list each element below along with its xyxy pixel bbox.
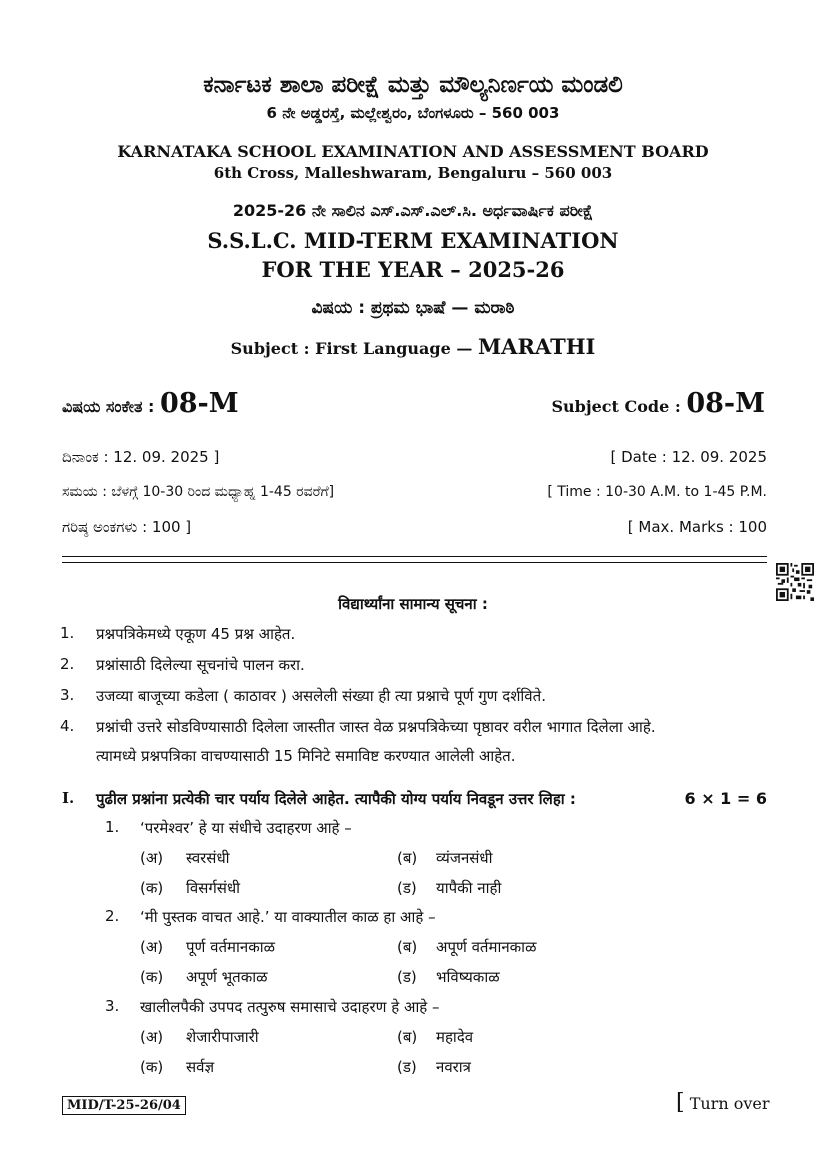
instruction-number: 1.: [60, 624, 75, 642]
option-label: (अ): [140, 849, 164, 867]
option-text: यापैकी नाही: [436, 879, 502, 897]
option-text: विसर्गसंधी: [186, 879, 241, 897]
question-text: ‘मी पुस्तक वाचत आहे.’ या वाक्यातील काळ हा आहे –: [140, 908, 436, 926]
board-title-kannada: ಕರ್ನಾಟಕ ಶಾಲಾ ಪರೀಕ್ಷೆ ಮತ್ತು ಮೌಲ್ಯನಿರ್ಣಯ ಮಂಡಲಿ: [203, 72, 623, 98]
section-heading: पुढील प्रश्नांना प्रत्येकी चार पर्याय दिलेले आहेत. त्यापैकी योग्य पर्याय निवडून उत्तर लिहा :: [96, 790, 576, 808]
subject-english: [0, 334, 826, 359]
question-number: 2.: [105, 907, 120, 925]
instruction-text: प्रश्नपत्रिकेमध्ये एकूण 45 प्रश्न आहेत.: [96, 625, 296, 643]
question-text: ‘परमेश्वर’ हे या संधीचे उदाहरण आहे –: [140, 819, 352, 837]
max-marks-kannada: ಗರಿಷ್ಠ ಅಂಕಗಳು : 100 ]: [62, 518, 192, 536]
option-label: (ब): [397, 1028, 418, 1046]
section-roman-number: I.: [62, 789, 75, 807]
option-text: स्वरसंधी: [186, 849, 230, 867]
option-text: अपूर्ण वर्तमानकाळ: [436, 938, 537, 956]
instruction-text: उजव्या बाजूच्या कडेला ( काठावर ) असलेली संख्या ही त्या प्रश्नाचे पूर्ण गुण दर्शविते.: [96, 687, 546, 705]
option-text: अपूर्ण भूतकाळ: [186, 968, 268, 986]
subject-code-english-value: 08-M: [686, 388, 765, 419]
question-number: 3.: [105, 997, 120, 1015]
section-marks: 6 × 1 = 6: [684, 789, 767, 808]
option-label: (क): [140, 1058, 164, 1076]
subject-code-english-label: Subject Code :: [551, 397, 681, 416]
subject-code-english: [551, 388, 765, 419]
option-label: (अ): [140, 938, 164, 956]
exam-title-kannada: 2025-26 ನೇ ಸಾಲಿನ ಎಸ್.ಎಸ್.ಎಲ್.ಸಿ. ಅರ್ಧವಾರ್ಷಿಕ ಪರೀಕ್ಷೆ: [232, 201, 594, 220]
divider-top: [62, 556, 767, 557]
turn-over-text: Turn over: [689, 1094, 770, 1113]
question-text: खालीलपैकी उपपद तत्पुरुष समासाचे उदाहरण हे आहे –: [140, 998, 440, 1016]
subject-code-kannada: [62, 388, 239, 419]
option-text: नवरात्र: [436, 1058, 471, 1076]
instruction-number: 2.: [60, 655, 75, 673]
time-english: [ Time : 10-30 A.M. to 1-45 P.M.: [547, 484, 767, 500]
option-text: शेजारीपाजारी: [186, 1028, 259, 1046]
instruction-number: 4.: [60, 717, 75, 735]
divider-bottom: [62, 562, 767, 563]
instruction-text: प्रश्नांसाठी दिलेल्या सूचनांचे पालन करा.: [96, 656, 305, 674]
time-kannada: ಸಮಯ : ಬೆಳಗ್ಗೆ 10-30 ರಿಂದ ಮಧ್ಯಾಹ್ನ 1-45 ರವರೆಗೆ]: [62, 484, 335, 500]
subject-code-kannada-label: ವಿಷಯ ಸಂಕೇತ :: [62, 397, 155, 416]
option-label: (क): [140, 968, 164, 986]
date-kannada: ದಿನಾಂಕ : 12. 09. 2025 ]: [62, 448, 220, 466]
option-label: (अ): [140, 1028, 164, 1046]
instructions-title: विद्यार्थ्यांना सामान्य सूचना :: [338, 595, 488, 613]
paper-code: MID/T-25-26/04: [62, 1096, 186, 1115]
option-text: सर्वज्ञ: [186, 1058, 215, 1076]
option-text: पूर्ण वर्तमानकाळ: [186, 938, 276, 956]
option-text: भविष्यकाळ: [436, 968, 500, 986]
exam-title-line2: FOR THE YEAR – 2025-26: [261, 257, 565, 282]
option-label: (ब): [397, 938, 418, 956]
subject-english-name: MARATHI: [477, 334, 596, 359]
subject-english-prefix: Subject : First Language —: [230, 339, 478, 358]
option-label: (ड): [397, 1058, 417, 1076]
option-label: (क): [140, 879, 164, 897]
question-number: 1.: [105, 818, 120, 836]
max-marks-english: [ Max. Marks : 100: [627, 518, 767, 536]
turn-over: [676, 1090, 770, 1115]
board-address-kannada: 6 ನೇ ಅಡ್ಡರಸ್ತೆ, ಮಲ್ಲೇಶ್ವರಂ, ಬೆಂಗಳೂರು – 560 003: [266, 104, 560, 122]
subject-kannada: ವಿಷಯ : ಪ್ರಥಮ ಭಾಷೆ — ಮರಾಠಿ: [311, 298, 515, 318]
board-title-english: KARNATAKA SCHOOL EXAMINATION AND ASSESSMENT BOARD: [117, 142, 709, 161]
board-address-english: 6th Cross, Malleshwaram, Bengaluru – 560 003: [213, 164, 613, 182]
turn-over-bracket: [: [676, 1090, 685, 1115]
date-english: [ Date : 12. 09. 2025: [610, 448, 767, 466]
instruction-text-continued: त्यामध्ये प्रश्नपत्रिका वाचण्यासाठी 15 मिनिटे समाविष्ट करण्यात आलेली आहेत.: [96, 747, 516, 765]
option-text: व्यंजनसंधी: [436, 849, 493, 867]
option-label: (ड): [397, 968, 417, 986]
instruction-number: 3.: [60, 686, 75, 704]
exam-title-line1: S.S.L.C. MID-TERM EXAMINATION: [207, 228, 619, 253]
instruction-text: प्रश्नांची उत्तरे सोडविण्यासाठी दिलेला जास्तीत जास्त वेळ प्रश्नपत्रिकेच्या पृष्ठावर वरील भागात दिलेला आहे.: [96, 718, 656, 736]
option-text: महादेव: [436, 1028, 474, 1046]
option-label: (ब): [397, 849, 418, 867]
subject-code-kannada-value: 08-M: [159, 388, 239, 419]
option-label: (ड): [397, 879, 417, 897]
